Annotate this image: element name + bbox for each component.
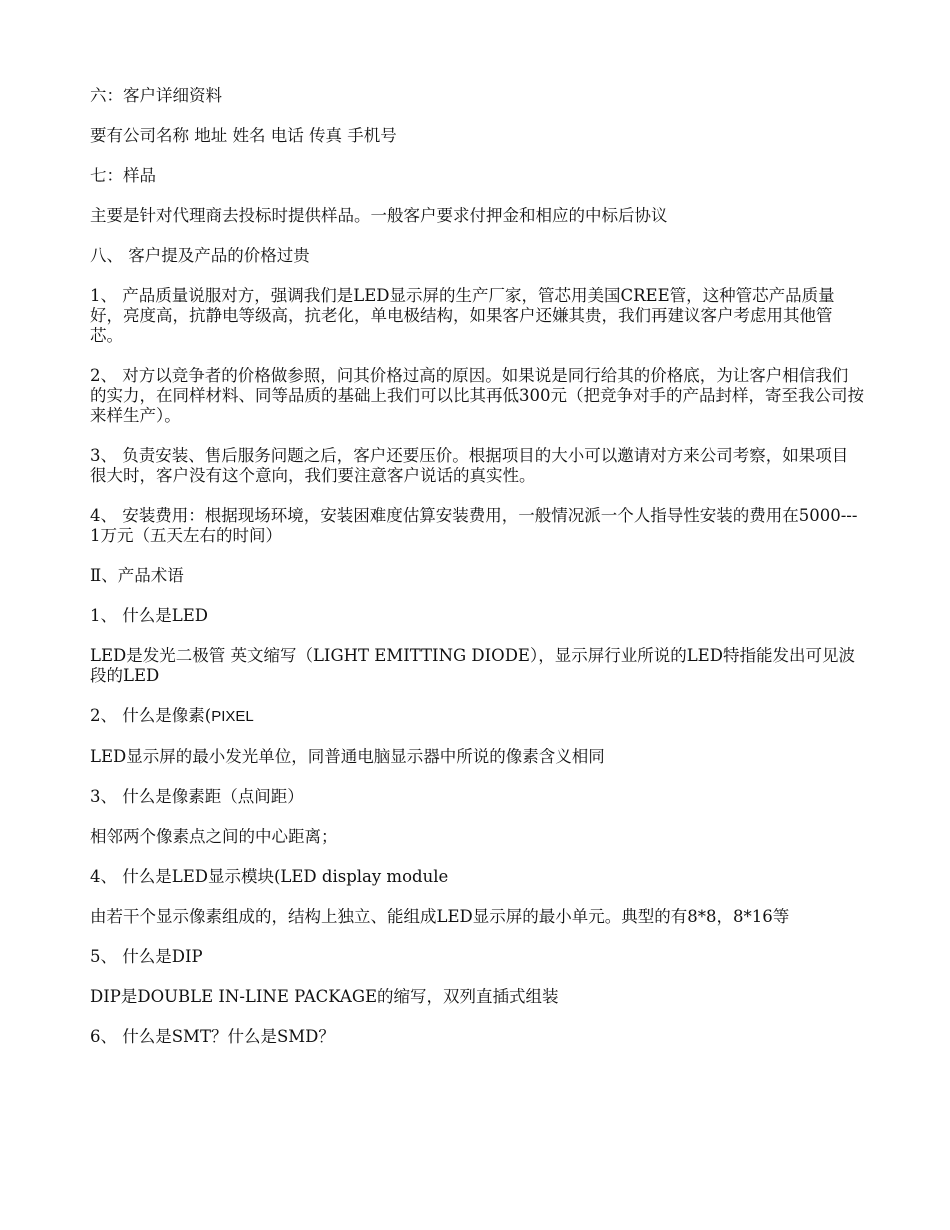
price-point-1: 1、 产品质量说服对方，强调我们是LED显示屏的生产厂家，管芯用美国CREE管，这种管芯产品质量好，亮度高，抗静电等级高，抗老化，单电极结构，如果客户还嫌其贵，我们再建议客户考虑用其他管芯。 bbox=[90, 286, 835, 345]
term-definition-dip: DIP是DOUBLE IN-LINE PACKAGE的缩写，双列直插式组装 bbox=[90, 987, 559, 1006]
term-definition-pixel-pitch: 相邻两个像素点之间的中心距离； bbox=[90, 827, 338, 846]
term-heading-pixel-pitch: 3、 什么是像素距（点间距） bbox=[90, 787, 304, 806]
samples-text: 主要是针对代理商去投标时提供样品。一般客户要求付押金和相应的中标后协议 bbox=[90, 206, 668, 225]
term-heading-pixel-prefix: 2、 什么是像素( bbox=[90, 706, 212, 725]
term-heading-pixel-suffix: PIXEL bbox=[211, 708, 254, 725]
customer-details-text: 要有公司名称 地址 姓名 电话 传真 手机号 bbox=[90, 126, 397, 145]
section-heading-price-objection: 八、 客户提及产品的价格过贵 bbox=[90, 246, 310, 265]
term-definition-pixel: LED显示屏的最小发光单位，同普通电脑显示器中所说的像素含义相同 bbox=[90, 747, 605, 766]
term-heading-led-module: 4、 什么是LED显示模块(LED display module bbox=[90, 867, 449, 886]
term-definition-led-module: 由若干个显示像素组成的，结构上独立、能组成LED显示屏的最小单元。典型的有8*8，8*16等 bbox=[90, 907, 790, 926]
term-heading-pixel bbox=[90, 706, 864, 727]
term-heading-smt-smd: 6、 什么是SMT？什么是SMD？ bbox=[90, 1027, 335, 1046]
term-definition-led: LED是发光二极管 英文缩写（LIGHT EMITTING DIODE），显示屏行业所说的LED特指能发出可见波段的LED bbox=[90, 646, 855, 685]
term-heading-dip: 5、 什么是DIP bbox=[90, 947, 203, 966]
term-heading-led: 1、 什么是LED bbox=[90, 606, 208, 625]
section-heading-product-terms: Ⅱ、产品术语 bbox=[90, 566, 184, 585]
price-point-3: 3、 负责安装、售后服务问题之后，客户还要压价。根据项目的大小可以邀请对方来公司考察，如果项目很大时，客户没有这个意向，我们要注意客户说话的真实性。 bbox=[90, 446, 849, 485]
price-point-4: 4、 安装费用：根据现场环境，安装困难度估算安装费用，一般情况派一个人指导性安装的费用在5000---1万元（五天左右的时间） bbox=[90, 506, 858, 545]
section-heading-customer-details: 六：客户详细资料 bbox=[90, 86, 222, 105]
section-heading-samples: 七：样品 bbox=[90, 166, 156, 185]
price-point-2: 2、 对方以竞争者的价格做参照，问其价格过高的原因。如果说是同行给其的价格底，为让客户相信我们的实力，在同样材料、同等品质的基础上我们可以比其再低300元（把竞争对手的产品封样，寄至我公司按来样生产）。 bbox=[90, 366, 864, 425]
